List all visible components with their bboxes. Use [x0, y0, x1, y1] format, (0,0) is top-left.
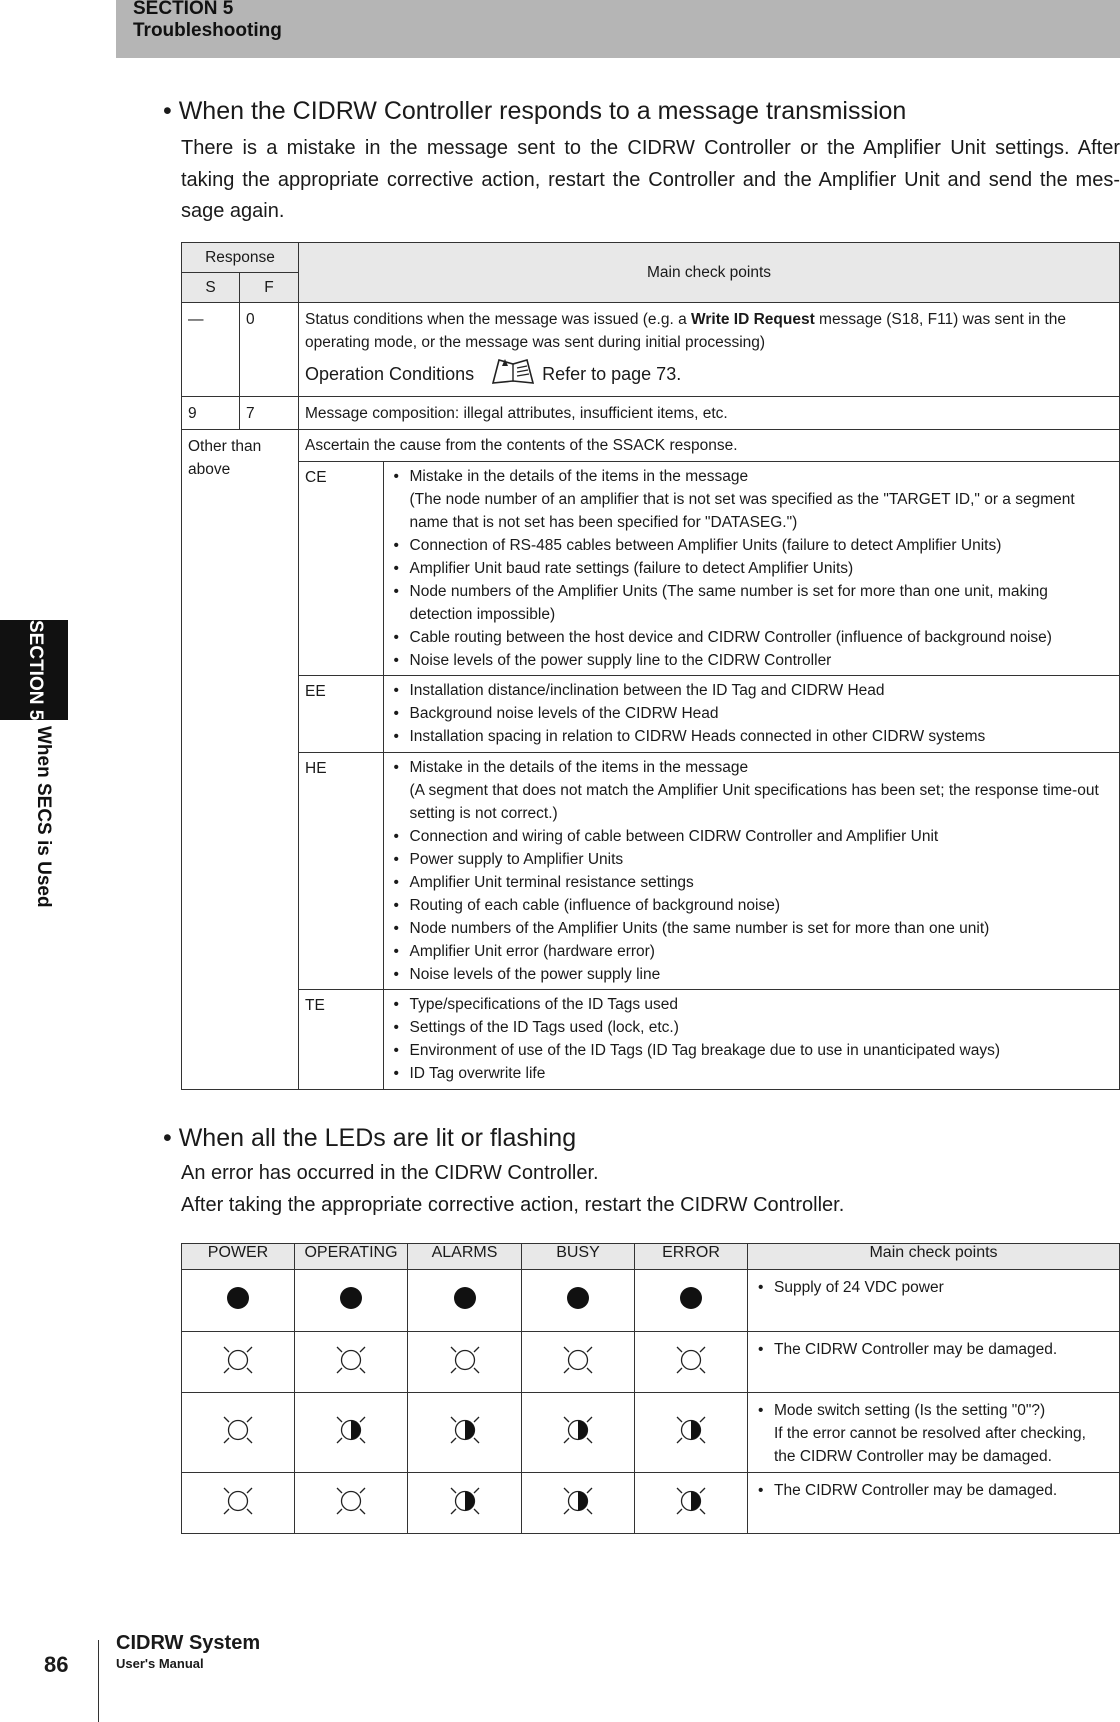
- code-he: HE: [299, 753, 383, 990]
- list-item: • Installation spacing in relation to CIDRW Heads connected in other CIDRW systems: [390, 725, 1114, 748]
- side-section-tab: [0, 620, 68, 720]
- led-check-cell: [748, 1332, 1120, 1393]
- side-section-label: When SECS is Used: [33, 726, 54, 908]
- section2-line: After taking the appropriate corrective action, restart the CIDRW Controller.: [181, 1193, 845, 1216]
- list-item: • Amplifier Unit error (hardware error): [390, 940, 1114, 963]
- s-cell: —: [182, 303, 240, 397]
- code-te: TE: [299, 990, 383, 1089]
- lit-icon: [221, 1280, 255, 1321]
- side-tab-text: SECTION 5: [25, 620, 46, 721]
- f-cell: 0: [240, 303, 299, 397]
- page-number: 86: [44, 1652, 69, 1677]
- led-cell: [408, 1473, 522, 1534]
- main-check-header: Main check points: [299, 243, 1120, 303]
- off-icon: [561, 1342, 595, 1383]
- footer-divider: [98, 1640, 99, 1722]
- section1-heading: • When the CIDRW Controller responds to a message transmission: [163, 97, 907, 125]
- list-item: • Installation distance/inclination between the ID Tag and CIDRW Head: [390, 679, 1114, 702]
- led-cell: [522, 1393, 635, 1473]
- led-cell: [635, 1473, 748, 1534]
- led-cell: [408, 1332, 522, 1393]
- ssack-cell: [299, 430, 1120, 1090]
- list-item: • Amplifier Unit terminal resistance settings: [390, 871, 1114, 894]
- flashing-icon: [448, 1483, 482, 1524]
- off-icon: [448, 1342, 482, 1383]
- section1-paragraph: [181, 133, 1120, 228]
- bullet: •: [758, 1402, 764, 1419]
- led-cell: [522, 1270, 635, 1332]
- led-check-cell: [748, 1473, 1120, 1534]
- ssack-intro: Ascertain the cause from the contents of the SSACK response.: [305, 437, 738, 454]
- response-header: Response: [182, 243, 299, 273]
- list-item: • Noise levels of the power supply line: [390, 963, 1114, 986]
- led-cell: [182, 1473, 295, 1534]
- led-table: [181, 1243, 1120, 1534]
- list-item: • Background noise levels of the CIDRW Head: [390, 702, 1114, 725]
- bullet: •: [758, 1341, 764, 1358]
- footer-subtitle: User's Manual: [116, 1656, 204, 1671]
- off-icon: [221, 1483, 255, 1524]
- flashing-icon: [334, 1412, 368, 1453]
- te-list: [390, 993, 1114, 1085]
- led-col-header: ALARMS: [408, 1244, 522, 1270]
- ssack-table: [299, 430, 1119, 1089]
- section1-line: taking the appropriate corrective action, restart the Controller and the Amplifier Unit and send the mes-: [181, 168, 1120, 191]
- response-table: [181, 242, 1120, 1090]
- list-item: • Node numbers of the Amplifier Units (the same number is set for more than one unit): [390, 917, 1114, 940]
- list-item: • Mistake in the details of the items in the message: [390, 756, 1114, 779]
- led-cell: [182, 1393, 295, 1473]
- s-cell: 9: [182, 397, 240, 430]
- led-col-header: Main check points: [748, 1244, 1120, 1270]
- led-col-header: POWER: [182, 1244, 295, 1270]
- led-col-header: OPERATING: [295, 1244, 408, 1270]
- led-cell: [522, 1473, 635, 1534]
- section2-paragraph: [181, 1158, 1120, 1221]
- check-cell: [299, 303, 1120, 397]
- ee-row: [299, 676, 1119, 753]
- section1-line: There is a mistake in the message sent to the CIDRW Controller or the Amplifier Unit settings. After: [181, 137, 1120, 159]
- led-cell: [522, 1332, 635, 1393]
- flashing-icon: [448, 1412, 482, 1453]
- list-item: • Routing of each cable (influence of background noise): [390, 894, 1114, 917]
- f-header: F: [240, 273, 299, 303]
- flashing-icon: [674, 1483, 708, 1524]
- led-cell: [408, 1270, 522, 1332]
- table-row: [182, 430, 1120, 1090]
- list-item: • Type/specifications of the ID Tags used: [390, 993, 1114, 1016]
- led-cell: [295, 1332, 408, 1393]
- flashing-icon: [561, 1483, 595, 1524]
- check-line: Supply of 24 VDC power: [774, 1279, 944, 1296]
- list-item-note: (A segment that does not match the Amplifier Unit specifications has been set; the response time-out setting is not correct.): [409, 782, 1099, 822]
- list-item: • Noise levels of the power supply line to the CIDRW Controller: [390, 649, 1114, 672]
- bullet: •: [758, 1482, 764, 1499]
- bullet: •: [758, 1279, 764, 1296]
- reference-line: [305, 356, 1113, 392]
- flashing-icon: [561, 1412, 595, 1453]
- led-col-header: BUSY: [522, 1244, 635, 1270]
- led-row: [182, 1270, 1120, 1332]
- lit-icon: [674, 1280, 708, 1321]
- row1-text-bold: Write ID Request: [691, 311, 815, 328]
- row1-text-b: message (S18, F11) was sent in the operating mode, or the message was sent during initial processing): [305, 311, 1067, 351]
- led-check-cell: [748, 1270, 1120, 1332]
- list-item: • Mistake in the details of the items in the message: [390, 465, 1114, 488]
- table-row: [182, 303, 1120, 397]
- section2-heading: • When all the LEDs are lit or flashing: [163, 1124, 577, 1152]
- list-item: • Cable routing between the host device and CIDRW Controller (influence of background noise): [390, 626, 1114, 649]
- s-header: S: [182, 273, 240, 303]
- list-item: • Node numbers of the Amplifier Units (The same number is set for more than one unit, making detection impossible): [390, 580, 1114, 626]
- check-line: The CIDRW Controller may be damaged.: [774, 1482, 1058, 1499]
- code-ee: EE: [299, 676, 383, 753]
- te-row: [299, 990, 1119, 1089]
- led-cell: [295, 1393, 408, 1473]
- led-row: [182, 1332, 1120, 1393]
- led-cell: [635, 1332, 748, 1393]
- check-line: Mode switch setting (Is the setting "0"?): [774, 1402, 1046, 1419]
- check-line: the CIDRW Controller may be damaged.: [774, 1448, 1052, 1465]
- led-cell: [635, 1393, 748, 1473]
- ce-list: [390, 465, 1114, 672]
- off-icon: [334, 1342, 368, 1383]
- reference-page: Refer to page 73.: [542, 363, 682, 384]
- row1-text-a: Status conditions when the message was issued (e.g. a: [305, 311, 691, 328]
- footer-title: CIDRW System: [116, 1632, 261, 1654]
- list-item: • Amplifier Unit baud rate settings (failure to detect Amplifier Units): [390, 557, 1114, 580]
- code-ce: CE: [299, 462, 383, 676]
- led-check-cell: [748, 1393, 1120, 1473]
- section2-line: An error has occurred in the CIDRW Controller.: [181, 1162, 599, 1184]
- header-section: SECTION 5: [133, 0, 234, 19]
- lit-icon: [334, 1280, 368, 1321]
- led-row: [182, 1473, 1120, 1534]
- he-row: [299, 753, 1119, 990]
- page-header: [116, 0, 1120, 58]
- other-label-cell: Other than above: [182, 430, 299, 1090]
- led-cell: [182, 1270, 295, 1332]
- he-list: [390, 756, 1114, 986]
- lit-icon: [561, 1280, 595, 1321]
- header-title: Troubleshooting: [133, 20, 282, 41]
- led-table-header: [182, 1244, 1120, 1270]
- section1-line: sage again.: [181, 200, 285, 222]
- list-item-note: (The node number of an amplifier that is not set was specified as the "TARGET ID," or a segment name that is not set has been specified for "DATASEG."): [409, 491, 1075, 531]
- book-icon: [490, 356, 536, 392]
- check-line: If the error cannot be resolved after checking,: [774, 1425, 1086, 1442]
- lit-icon: [448, 1280, 482, 1321]
- list-item: • Settings of the ID Tags used (lock, etc.): [390, 1016, 1114, 1039]
- reference-label: Operation Conditions: [305, 363, 475, 384]
- f-cell: 7: [240, 397, 299, 430]
- list-item: • Connection of RS-485 cables between Amplifier Units (failure to detect Amplifier Units): [390, 534, 1114, 557]
- led-cell: [182, 1332, 295, 1393]
- flashing-icon: [674, 1412, 708, 1453]
- check-line: The CIDRW Controller may be damaged.: [774, 1341, 1058, 1358]
- list-item: • ID Tag overwrite life: [390, 1062, 1114, 1085]
- led-row: [182, 1393, 1120, 1473]
- off-icon: [334, 1483, 368, 1524]
- check-cell: Message composition: illegal attributes, insufficient items, etc.: [299, 397, 1120, 430]
- off-icon: [674, 1342, 708, 1383]
- off-icon: [221, 1342, 255, 1383]
- led-col-header: ERROR: [635, 1244, 748, 1270]
- led-cell: [295, 1473, 408, 1534]
- list-item: • Environment of use of the ID Tags (ID Tag breakage due to use in unanticipated ways): [390, 1039, 1114, 1062]
- ce-row: [299, 462, 1119, 676]
- list-item: • Connection and wiring of cable between CIDRW Controller and Amplifier Unit: [390, 825, 1114, 848]
- led-cell: [408, 1393, 522, 1473]
- led-cell: [295, 1270, 408, 1332]
- led-cell: [635, 1270, 748, 1332]
- table-row: [182, 397, 1120, 430]
- ee-list: [390, 679, 1114, 748]
- list-item: • Power supply to Amplifier Units: [390, 848, 1114, 871]
- off-icon: [221, 1412, 255, 1453]
